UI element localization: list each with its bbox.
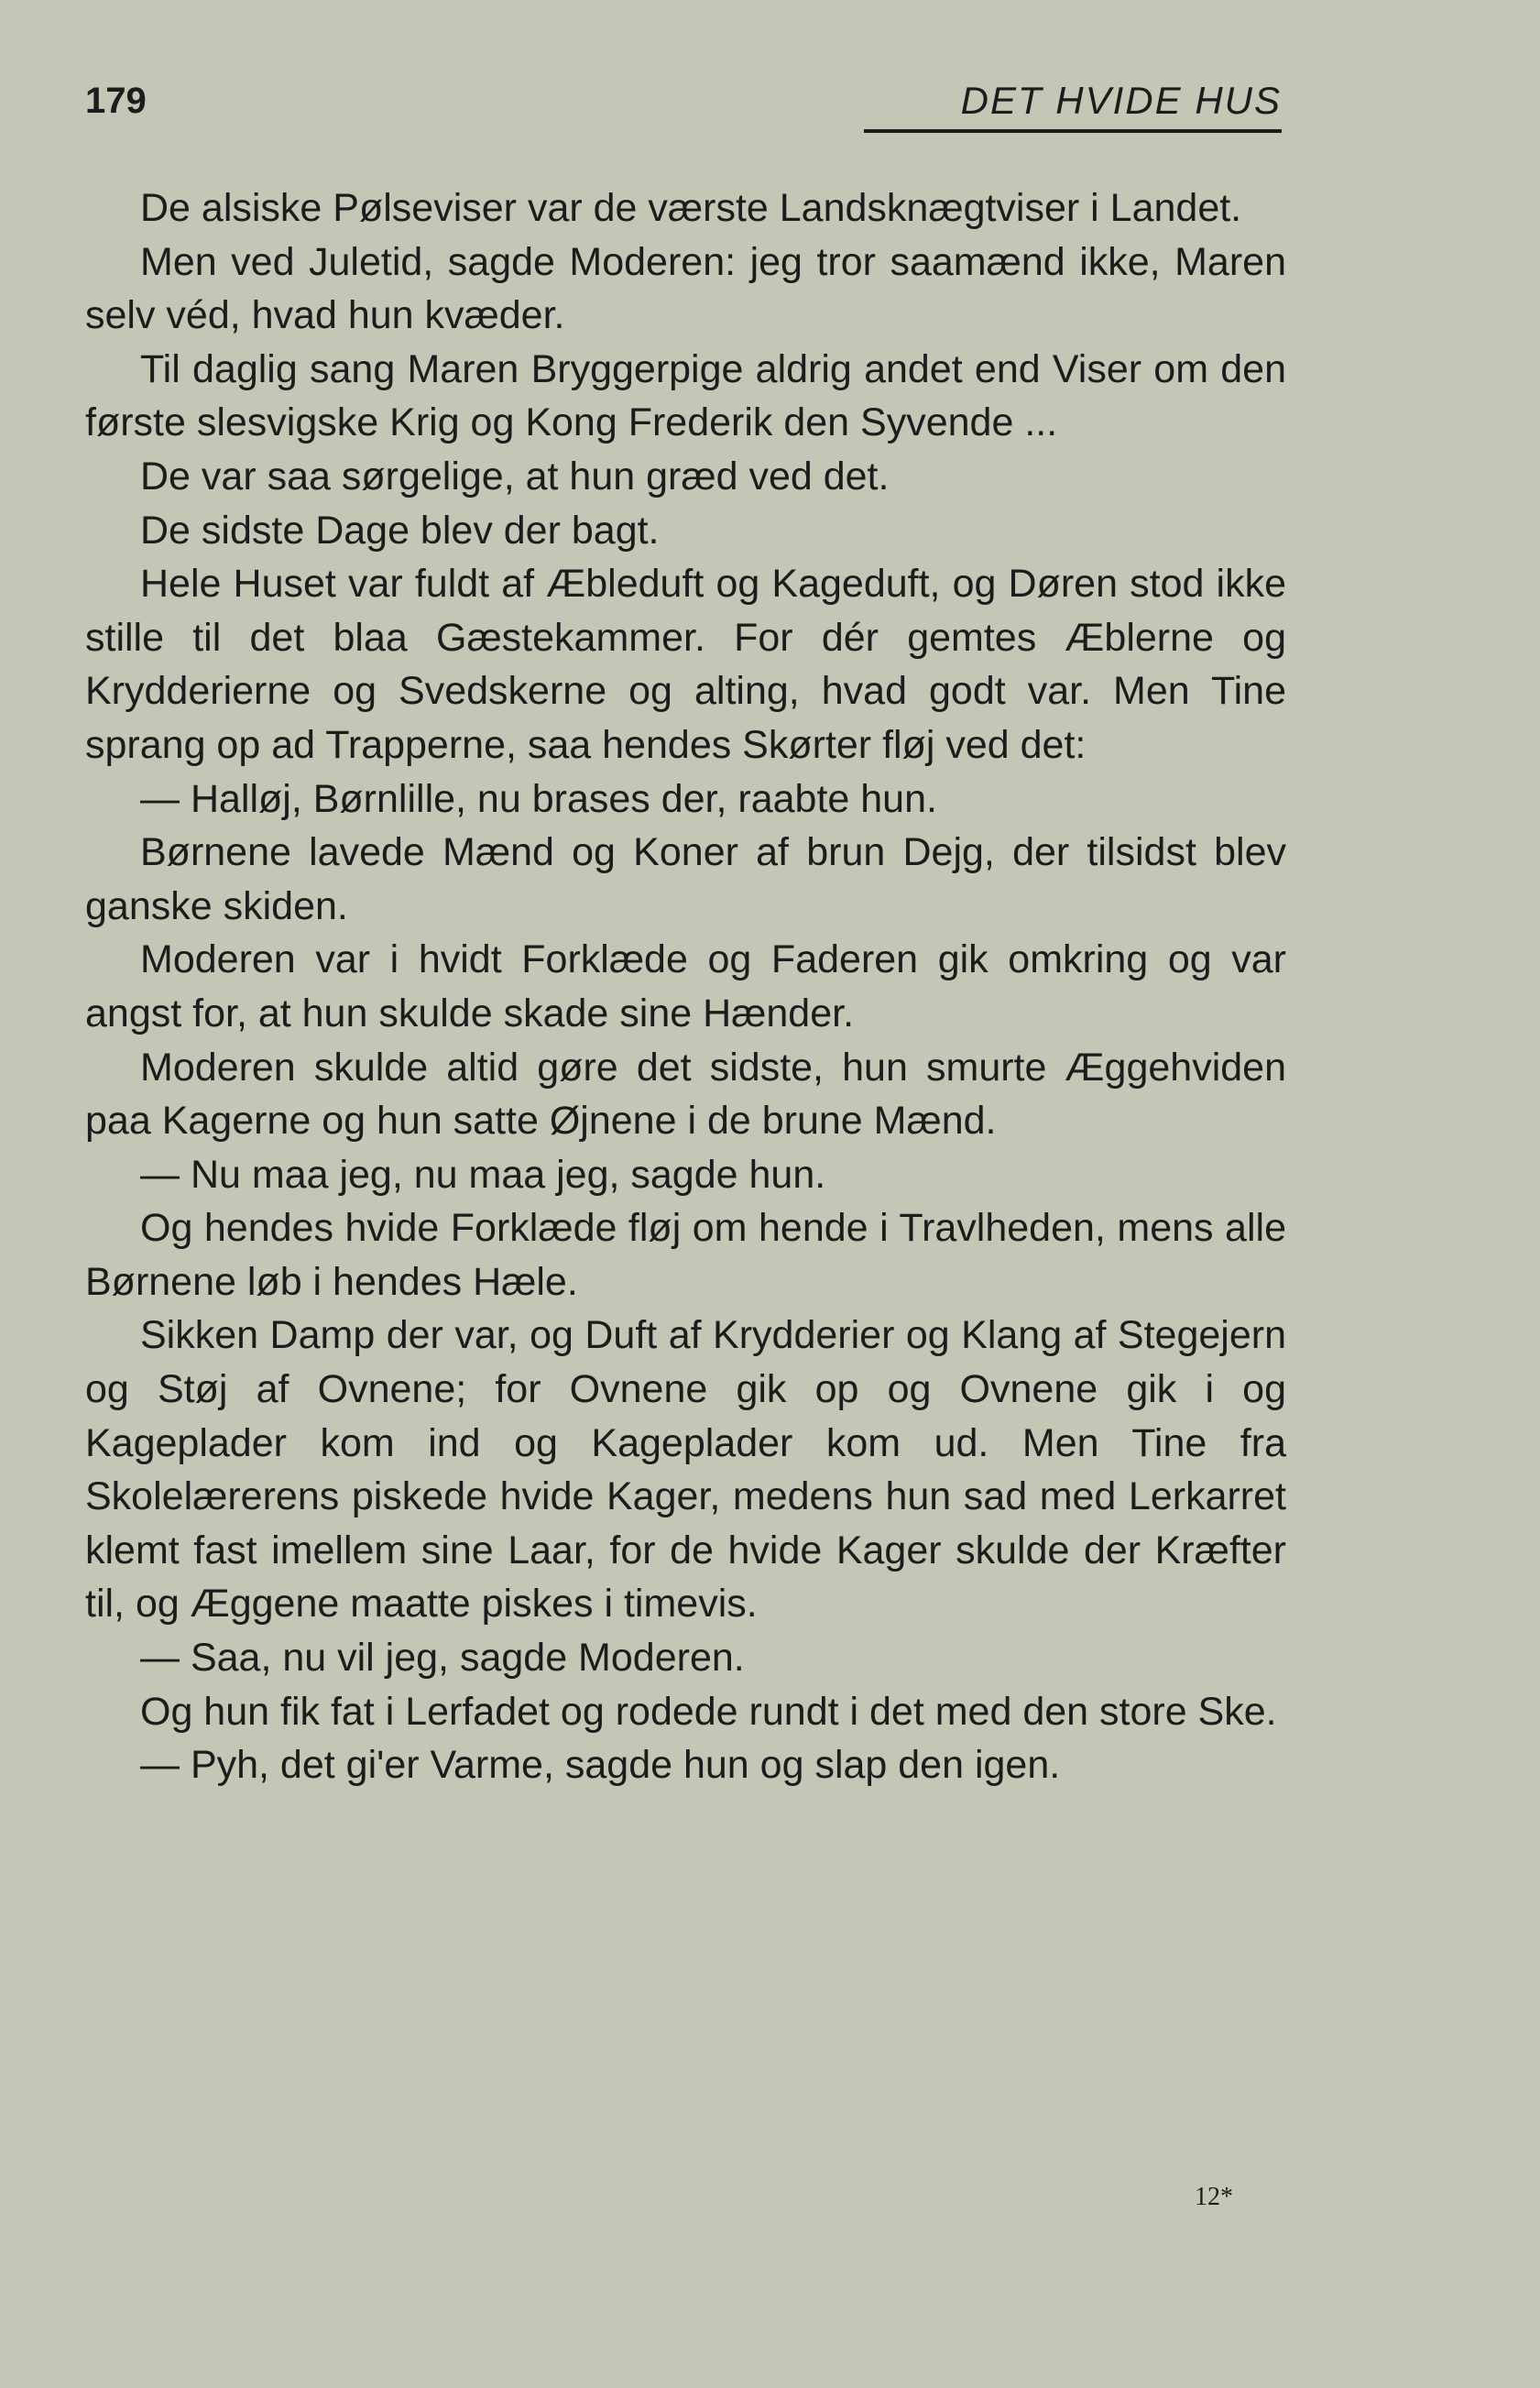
running-title: DET HVIDE HUS [960,79,1282,122]
paragraph: — Halløj, Børnlille, nu brases der, raabte hun. [140,776,937,821]
page-number: 179 [85,81,147,121]
paragraph: De alsiske Pølseviser var de værste Landsknægtviser i Landet. [140,186,1242,230]
header-rule [864,129,1282,133]
paragraph: — Pyh, det gi'er Varme, sagde hun og slap den igen. [140,1743,1061,1788]
paragraph: Men ved Juletid, sagde Moderen: jeg tror saamænd ikke, Maren selv véd, hvad hun kvæder. [85,239,1286,338]
paragraph: — Saa, nu vil jeg, sagde Moderen. [140,1636,745,1681]
paragraph: — Nu maa jeg, nu maa jeg, sagde hun. [140,1152,826,1197]
paragraph: Sikken Damp der var, og Duft af Krydderier og Klang af Stegejern og Støj af Ovnene; for Ovnene gik op og Ovnene gik i og Kageplader kom ind og Kageplader kom ud. Men Tine fra Skolelærerens piskede hvide Kager, medens hun sad med Lerkarret klemt fast imellem sine Laar, for de hvide Kager skulde der Kræfter til, og Æggene maatte piskes i timevis. [85,1313,1286,1627]
paragraph: Moderen skulde altid gøre det sidste, hun smurte Æggehviden paa Kagerne og hun satte Øjnene i de brune Mænd. [85,1045,1286,1144]
body-text [85,181,1286,1792]
signature-mark: 12* [1195,2183,1233,2211]
paragraph: Børnene lavede Mænd og Koner af brun Dejg, der tilsidst blev ganske skiden. [85,830,1286,928]
paragraph: Moderen var i hvidt Forklæde og Faderen gik omkring og var angst for, at hun skulde skade sine Hænder. [85,937,1286,1035]
paragraph: Og hun fik fat i Lerfadet og rodede rundt i det med den store Ske. [140,1689,1277,1734]
paragraph: Og hendes hvide Forklæde fløj om hende i Travlheden, mens alle Børnene løb i hendes Hæle. [85,1206,1286,1304]
paragraph: De var saa sørgelige, at hun græd ved det. [140,454,890,498]
paragraph: De sidste Dage blev der bagt. [140,508,660,553]
paragraph: Til daglig sang Maren Bryggerpige aldrig andet end Viser om den første slesvigske Krig og Kong Frederik den Syvende ... [85,346,1286,445]
page-header [85,75,1282,132]
paragraph: Hele Huset var fuldt af Æbleduft og Kageduft, og Døren stod ikke stille til det blaa Gæstekammer. For dér gemtes Æblerne og Krydderierne og Svedskerne og alting, hvad godt var. Men Tine sprang op ad Trapperne, saa hendes Skørter fløj ved det: [85,562,1286,767]
